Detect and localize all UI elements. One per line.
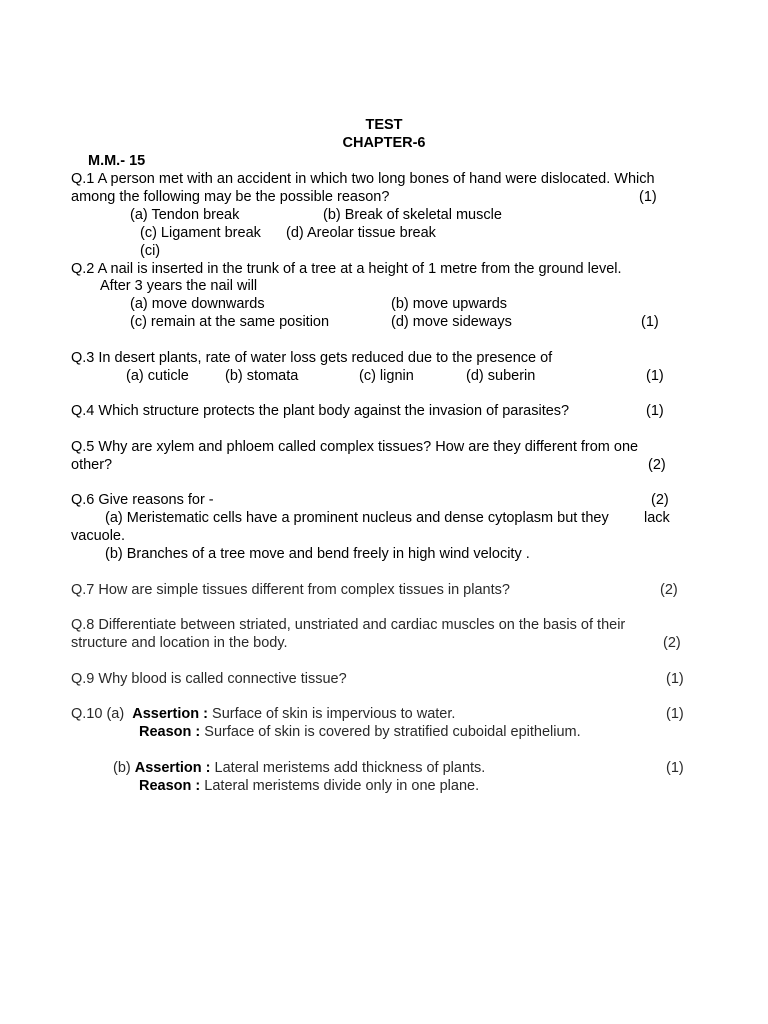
question-marks: (2) xyxy=(651,492,669,508)
question-10a xyxy=(71,705,455,723)
question-number: (b) xyxy=(113,760,131,776)
option-d: (d) suberin xyxy=(466,368,536,384)
reason-label: Reason : xyxy=(139,778,201,794)
option-c: (c) Ligament break xyxy=(140,225,261,241)
reason-line-b xyxy=(139,777,479,795)
assertion-label: Assertion : xyxy=(134,760,211,776)
reason-part-a-end: lack xyxy=(644,510,670,526)
assertion-text: Lateral meristems add thickness of plants. xyxy=(214,760,486,776)
question-text: Q.9 Why blood is called connective tissue? xyxy=(71,671,347,687)
question-marks: (1) xyxy=(646,403,664,419)
question-text: Q.5 Why are xylem and phloem called complex tissues? How are they different from one xyxy=(71,439,639,455)
question-marks: (1) xyxy=(641,314,659,330)
question-text: Q.4 Which structure protects the plant body against the invasion of parasites? xyxy=(71,403,570,419)
option-b: (b) stomata xyxy=(225,368,299,384)
max-marks: M.M.- 15 xyxy=(88,153,146,169)
question-text: After 3 years the nail will xyxy=(100,278,258,294)
option-c: (c) remain at the same position xyxy=(130,314,330,330)
assertion-text: Surface of skin is impervious to water. xyxy=(212,706,456,722)
option-d: (d) move sideways xyxy=(391,314,512,330)
question-marks: (2) xyxy=(660,582,678,598)
reason-text: Surface of skin is covered by stratified cuboidal epithelium. xyxy=(204,724,581,740)
question-number: Q.10 (a) xyxy=(71,706,125,722)
option-extra: (ci) xyxy=(140,243,161,259)
question-text: among the following may be the possible reason? xyxy=(71,189,390,205)
option-d: (d) Areolar tissue break xyxy=(286,225,436,241)
option-a: (a) move downwards xyxy=(130,296,265,312)
question-marks: (2) xyxy=(663,635,681,651)
question-text: Q.6 Give reasons for - xyxy=(71,492,214,508)
reason-part-a-cont: vacuole. xyxy=(71,528,126,544)
reason-part-b: (b) Branches of a tree move and bend freely in high wind velocity . xyxy=(105,546,530,562)
question-marks: (1) xyxy=(646,368,664,384)
option-b: (b) Break of skeletal muscle xyxy=(323,207,502,223)
reason-text: Lateral meristems divide only in one plane. xyxy=(204,778,480,794)
question-text: Q.1 A person met with an accident in which two long bones of hand were dislocated. Which xyxy=(71,171,655,187)
question-marks: (1) xyxy=(666,671,684,687)
question-text: Q.3 In desert plants, rate of water loss gets reduced due to the presence of xyxy=(71,350,553,366)
question-marks: (1) xyxy=(666,706,684,722)
question-10b xyxy=(113,759,485,777)
option-a: (a) cuticle xyxy=(126,368,189,384)
question-marks: (1) xyxy=(639,189,657,205)
assertion-label: Assertion : xyxy=(132,706,208,722)
reason-line-a xyxy=(139,723,581,741)
question-text: Q.7 How are simple tissues different from complex tissues in plants? xyxy=(71,582,510,598)
question-marks: (1) xyxy=(666,760,684,776)
option-b: (b) move upwards xyxy=(391,296,508,312)
reason-label: Reason : xyxy=(139,724,201,740)
question-text: other? xyxy=(71,457,113,473)
option-a: (a) Tendon break xyxy=(130,207,240,223)
question-marks: (2) xyxy=(648,457,666,473)
page-title: TEST xyxy=(365,117,403,133)
question-text: Q.8 Differentiate between striated, unstriated and cardiac muscles on the basis of their xyxy=(71,617,626,633)
chapter-heading: CHAPTER-6 xyxy=(342,135,426,151)
option-c: (c) lignin xyxy=(359,368,414,384)
question-text: structure and location in the body. xyxy=(71,635,288,651)
question-text: Q.2 A nail is inserted in the trunk of a tree at a height of 1 metre from the ground level. xyxy=(71,261,622,277)
reason-part-a: (a) Meristematic cells have a prominent nucleus and dense cytoplasm but they xyxy=(105,510,609,526)
